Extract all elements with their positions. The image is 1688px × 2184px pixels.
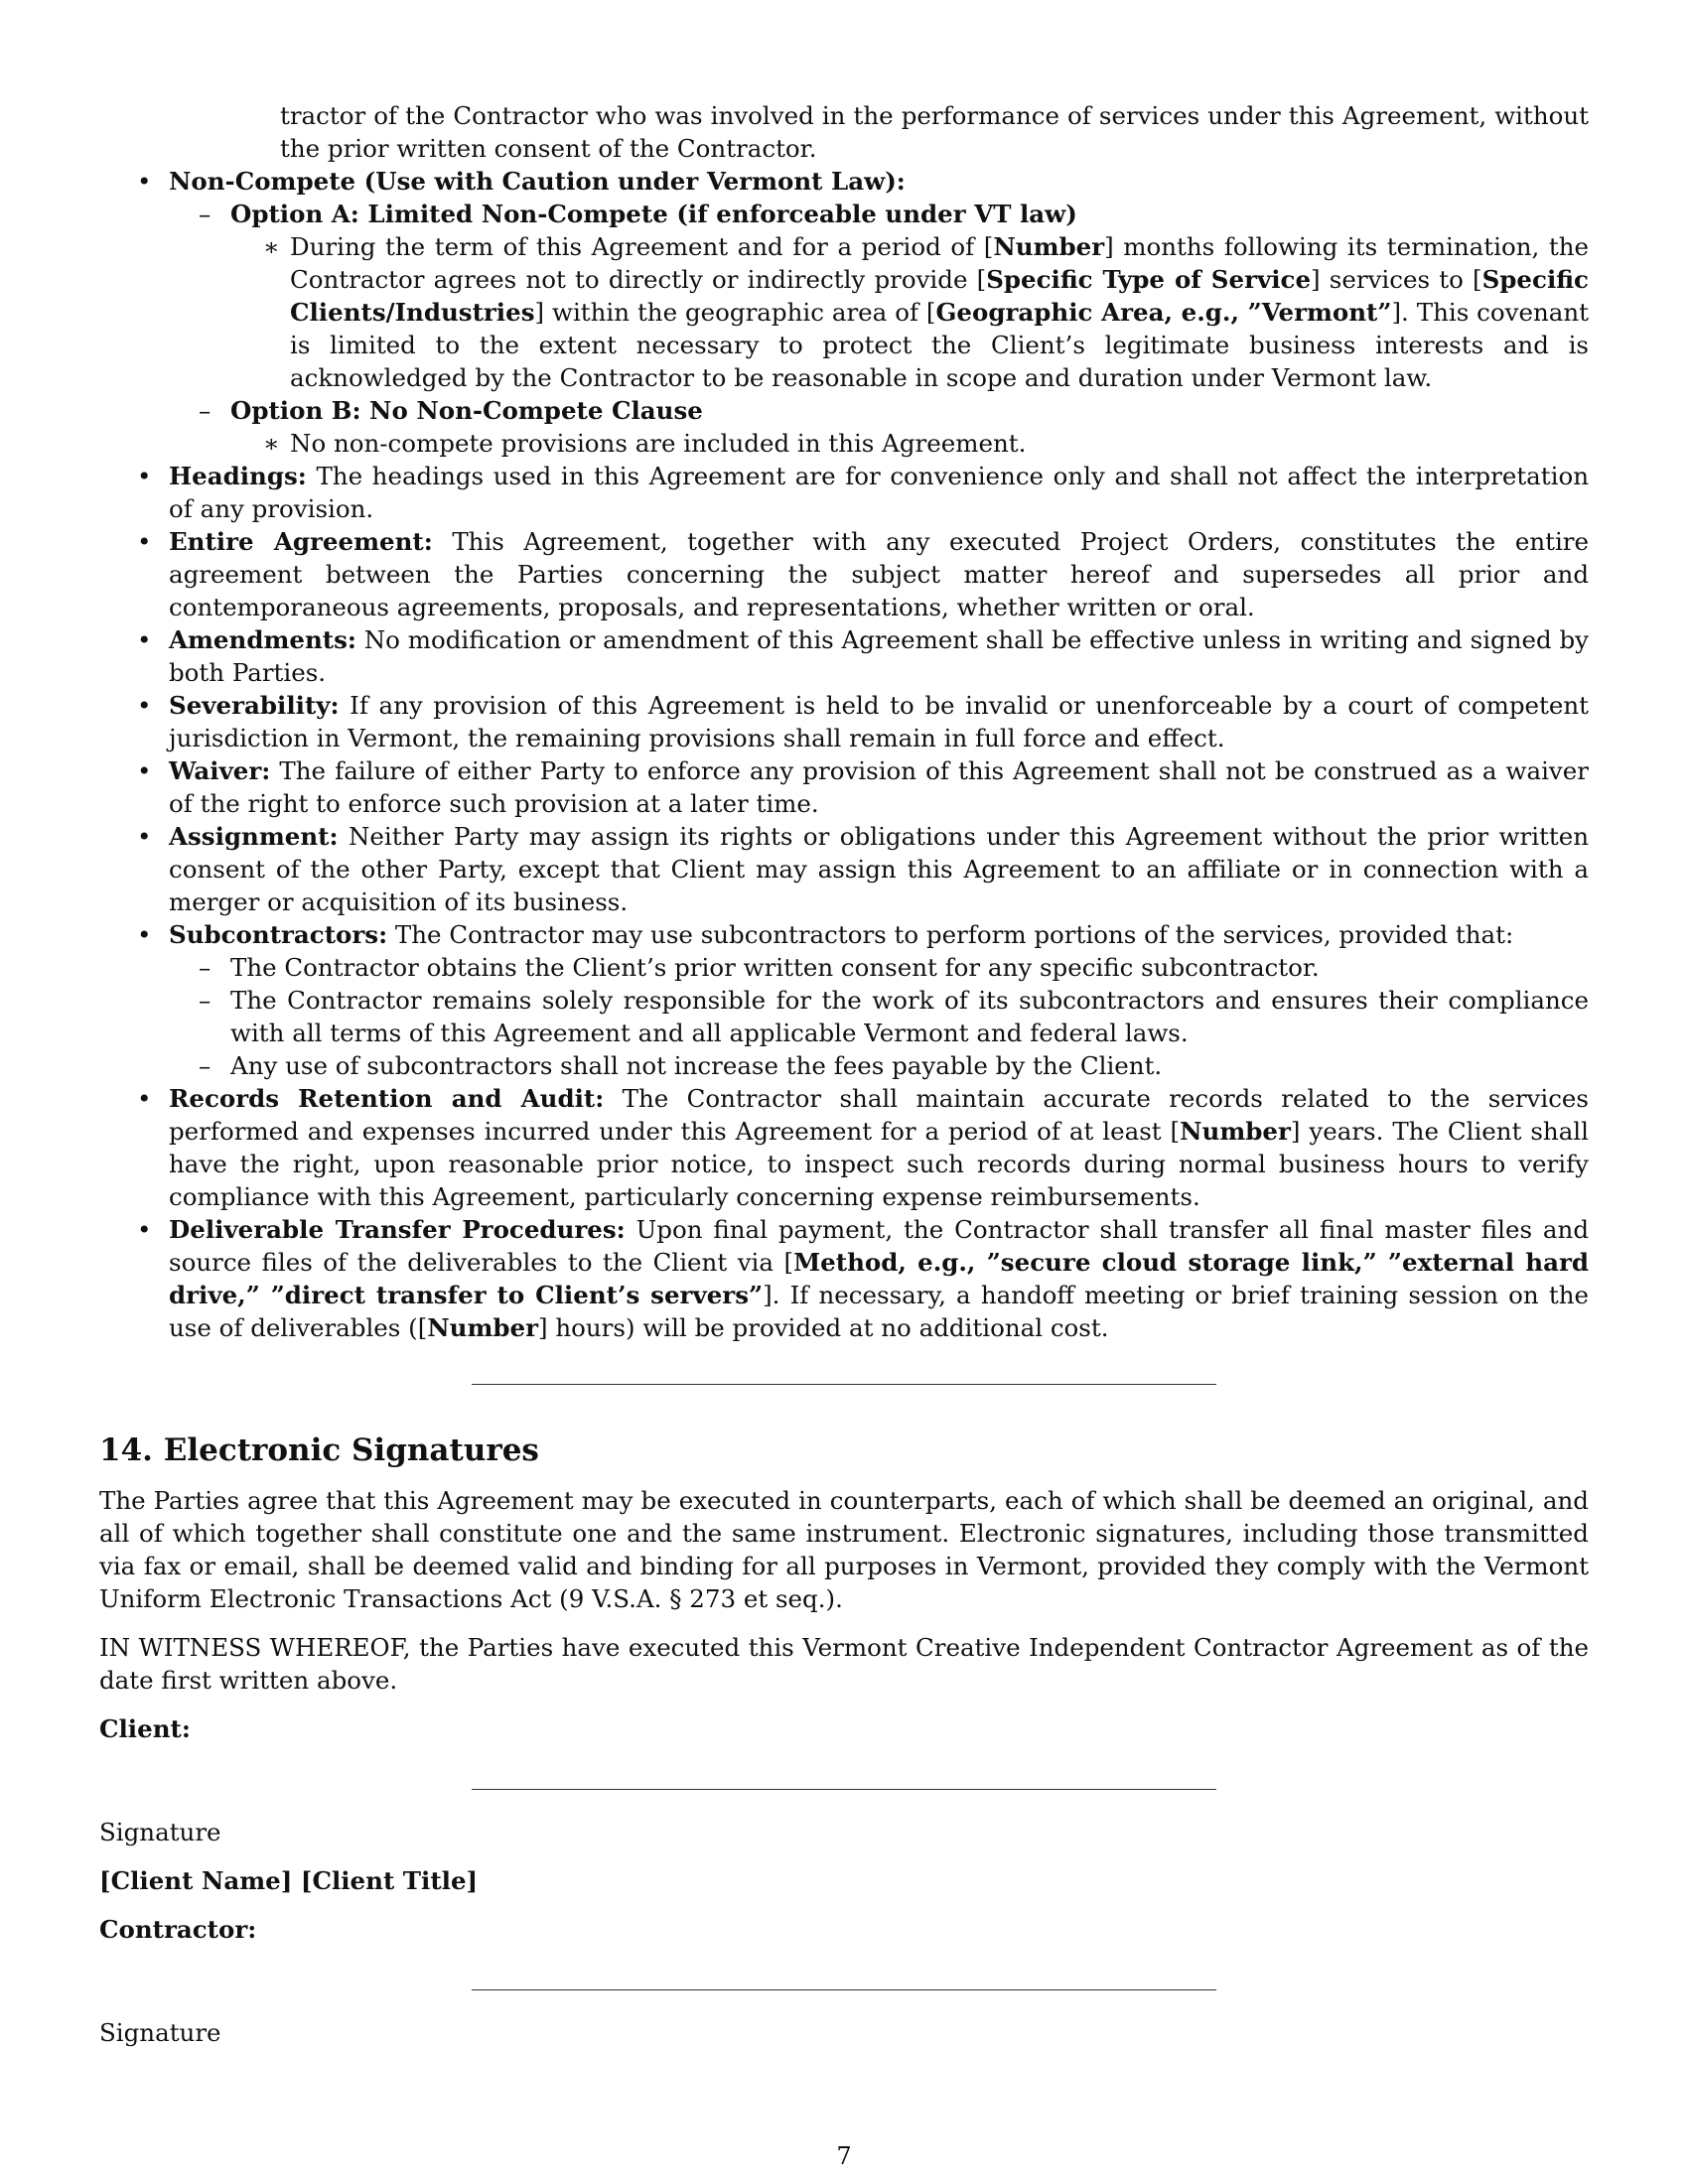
placeholder-geo: Geographic Area, e.g., ”Vermont” [935,298,1392,327]
entire-agreement-clause: • Entire Agreement: This Agreement, together with any executed Project Orders, constitutes the entire agreement between the Parties concerning the subject matter hereof and supersedes all prior and contemporaneous agreements, proposals, and representations, whether written or oral. [137,527,1590,621]
signature-caption: Signature [99,1818,221,1846]
bullet-marker: • [137,1084,152,1113]
list-item: – The Contractor remains solely responsible for the work of its subcontractors and ensures their compliance with all terms of this Agreement and all applicable Vermont and federal laws. [199,986,1589,1047]
dash-marker: – [199,396,211,425]
placeholder-number: Number [993,232,1105,261]
bullet-marker: • [137,691,152,720]
deliverables-clause: • Deliverable Transfer Procedures: Upon final payment, the Contractor shall transfer all final master files and source files of the deliverables to the Client via [Method, e.g., ”secure cloud storage link,” ”external hard drive,” ”direct transfer to Client’s servers”]. If necessary, a handoff meeting or brief training session on the use of deliverables ([Number] hours) will be provided at no additional cost. [137,1215,1590,1342]
placeholder-number: Number [427,1313,539,1342]
dash-marker: – [199,1051,211,1080]
section-paragraph: The Parties agree that this Agreement may be executed in counterparts, each of which shall be deemed an original, and all of which together shall constitute one and the same instrument. Electronic signatures, including those transmitted via fax or email, shall be deemed valid and binding for all purposes in Vermont, provided they comply with the Vermont Uniform Electronic Transactions Act (9 V.S.A. § 273 et seq.). [99,1486,1589,1613]
dash-marker: – [199,953,211,982]
option-b-heading: Option B: No Non-Compete Clause [230,396,703,425]
placeholder-service: Specific Type of Service [986,265,1312,294]
witness-paragraph: IN WITNESS WHEREOF, the Parties have executed this Vermont Creative Independent Contractor Agreement as of the date first written above. [99,1633,1589,1695]
bullet-marker: • [137,462,152,490]
bullet-marker: • [137,527,152,556]
document-page [99,99,1589,2049]
list-item: – The Contractor obtains the Client’s prior written consent for any specific subcontractor. [199,953,1320,982]
clause-list [99,165,1589,1344]
severability-clause: • Severability: If any provision of this Agreement is held to be invalid or unenforceable by a court of competent jurisdiction in Vermont, the remaining provisions shall remain in full force and effect. [137,691,1589,752]
star-marker: ∗ [263,232,280,261]
headings-clause: • Headings: The headings used in this Agreement are for convenience only and shall not affect the interpretation of any provision. [137,462,1589,523]
option-a-text: ∗ During the term of this Agreement and for a period of [Number] months following its termination, the Contractor agrees not to directly or indirectly provide [Specific Type of Service] services to [Specific Clients/Industries] within the geographic area of [Geographic Area, e.g., ”Vermont”]. This covenant is limited to the extent necessary to protect the Client’s legitimate business interests and is acknowledged by the Contractor to be reasonable in scope and duration under Vermont law. [263,232,1590,392]
client-name-title: [Client Name] [Client Title] [99,1866,479,1895]
waiver-clause: • Waiver: The failure of either Party to enforce any provision of this Agreement shall not be construed as a waiver of the right to enforce such provision at a later time. [137,756,1589,818]
bullet-marker: • [137,920,152,949]
star-marker: ∗ [263,429,280,458]
placeholder-method: Method, e.g., ”secure cloud storage link,” ”external hard drive,” ”direct transfer to Client’s servers” [169,1248,1590,1309]
option-a [169,198,1589,394]
amendments-clause: • Amendments: No modification or amendment of this Agreement shall be effective unless in writing and signed by both Parties. [137,625,1589,687]
page-number: 7 [836,2142,852,2170]
contractor-label: Contractor: [99,1915,257,1944]
bullet-marker: • [137,1215,152,1244]
bullet-marker: • [137,756,152,785]
list-item: – Any use of subcontractors shall not increase the fees payable by the Client. [199,1051,1163,1080]
bullet-marker: • [137,822,152,851]
bullet-marker: • [137,625,152,654]
placeholder-clients: Specific Clients/Industries [290,265,1589,327]
bullet-marker: • [137,167,152,196]
option-b-text: ∗ No non-compete provisions are included in this Agreement. [263,429,1027,458]
client-label: Client: [99,1714,191,1743]
subcontractors-clause: • Subcontractors: The Contractor may use subcontractors to perform portions of the services, provided that: – The Contractor obtains the Client’s prior written consent for any specific subcontractor. – The Contractor remains solely responsible for the work of its subcontractors and ensures their compliance with all terms of this Agreement and all applicable Vermont and federal laws. – Any use of subcontractors shall not increase the fees payable by the Client. [137,920,1589,1080]
section-divider [472,1384,1216,1385]
option-a-heading: Option A: Limited Non-Compete (if enforceable under VT law) [230,200,1077,228]
non-compete-heading: Non-Compete (Use with Caution under Vermont Law): [169,167,906,196]
dash-marker: – [199,986,211,1015]
signature-caption: Signature [99,2018,221,2047]
list-item [99,165,1589,460]
dash-marker: – [199,200,211,228]
placeholder-number: Number [1180,1117,1291,1146]
client-signature-line [472,1789,1216,1790]
records-clause: • Records Retention and Audit: The Contractor shall maintain accurate records related to the services performed and expenses incurred under this Agreement for a period of at least [Number] years. The Client shall have the right, upon reasonable prior notice, to inspect such records during normal business hours to verify compliance with this Agreement, particularly concerning expense reimbursements. [137,1084,1589,1211]
continuation-text: tractor of the Contractor who was involved in the performance of services under this Agreement, without the prior written consent of the Contractor. [280,101,1589,163]
assignment-clause: • Assignment: Neither Party may assign its rights or obligations under this Agreement without the prior written consent of the other Party, except that Client may assign this Agreement to an affiliate or in connection with a merger or acquisition of its business. [137,822,1589,916]
contractor-signature-line [472,1989,1216,1990]
option-b [169,394,1589,460]
section-title: 14. Electronic Signatures [99,1433,539,1468]
